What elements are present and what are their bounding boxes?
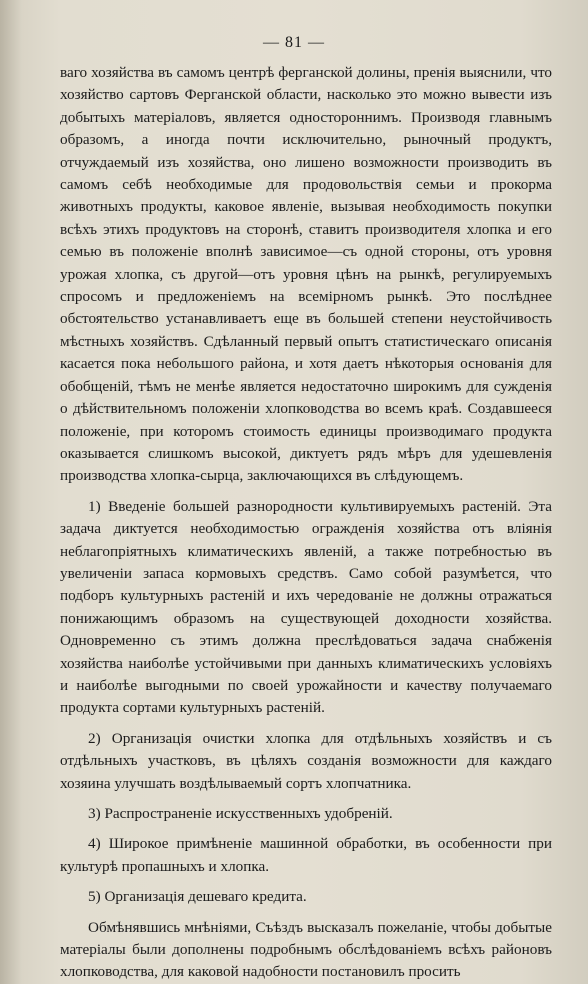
page-number: — 81 —	[263, 34, 325, 51]
paragraph-item-1: 1) Введеніе большей разнородности культивируемыхъ растеній. Эта задача диктуется необходимостью огражденія хозяйства отъ вліянія неблагопріятныхъ климатическихъ явленій, а также потребностью въ увеличеніи запаса кормовыхъ средствъ. Само собой разумѣется, что подборъ культурныхъ растеній и ихъ чередованіе не должны отражаться понижающимъ образомъ на существующей доходности хозяйства. Одновременно съ этимъ должна преслѣдоваться задача снабженія хозяйства наиболѣе устойчивыми при данныхъ климатическихъ условіяхъ и наиболѣе выгодными по своей урожайности и качеству получаемаго продукта сортами культурныхъ растеній.	[60, 497, 552, 717]
paragraph-item-3: 3) Распространеніе искусственныхъ удобреній.	[88, 805, 393, 822]
paragraph-intro: ваго хозяйства въ самомъ центрѣ ферганской долины, пренія выяснили, что хозяйство сартовъ Ферганской области, насколько это можно вывести изъ добытыхъ матеріаловъ, является одностороннимъ. Производя главнымъ образомъ, а иногда почти исключительно, рыночный продуктъ, отчуждаемый изъ хозяйства, оно лишено возможности производить въ самомъ себѣ необходимые для продовольствія семьи и прокорма животныхъ продукты, каковое явленіе, вызывая необходимость покупки всѣхъ этихъ продуктовъ на сторонѣ, ставитъ производителя хлопка и его семью въ положеніе вполнѣ зависимое—съ одной стороны, отъ уровня урожая хлопка, съ другой—отъ уровня цѣнъ на рынкѣ, регулируемыхъ спросомъ и предложеніемъ на всемірномъ рынкѣ. Это послѣднее обстоятельство устанавливаетъ еще въ большей степени неустойчивость мѣстныхъ хозяйствъ. Сдѣланный первый опытъ статистическаго описанія касается пока небольшого района, и хотя даетъ нѣкоторыя основанія для обобщеній, тѣмъ не менѣе является недостаточно широкимъ для сужденія о дѣйствительномъ положеніи хлопководства во всемъ краѣ. Создавшееся положеніе, при которомъ стоимость единицы производимаго продукта оказывается слишкомъ высокой, диктуетъ рядъ мѣръ для удешевленія производства хлопка-сырца, заключающихся въ слѣдующемъ.	[60, 64, 552, 485]
paragraph-conclusion: Обмѣнявшись мнѣніями, Съѣздъ высказалъ пожеланіе, чтобы добытые матеріалы были дополнены подробнымъ обслѣдованіемъ всѣхъ районовъ хлопководства, для каковой надобности постановилъ просить	[60, 918, 552, 981]
paragraph-item-5: 5) Организація дешеваго кредита.	[88, 888, 307, 906]
page-text	[60, 62, 552, 984]
paragraph-item-4: 4) Широкое примѣненіе машинной обработки, въ особенности при культурѣ пропашныхъ и хлопка.	[60, 835, 552, 875]
paragraph-item-2: 2) Организація очистки хлопка для отдѣльныхъ хозяйствъ и съ отдѣльныхъ участковъ, въ цѣляхъ созданія возможности для каждаго хозяина улучшать воздѣлываемый сортъ хлопчатника.	[60, 729, 552, 792]
